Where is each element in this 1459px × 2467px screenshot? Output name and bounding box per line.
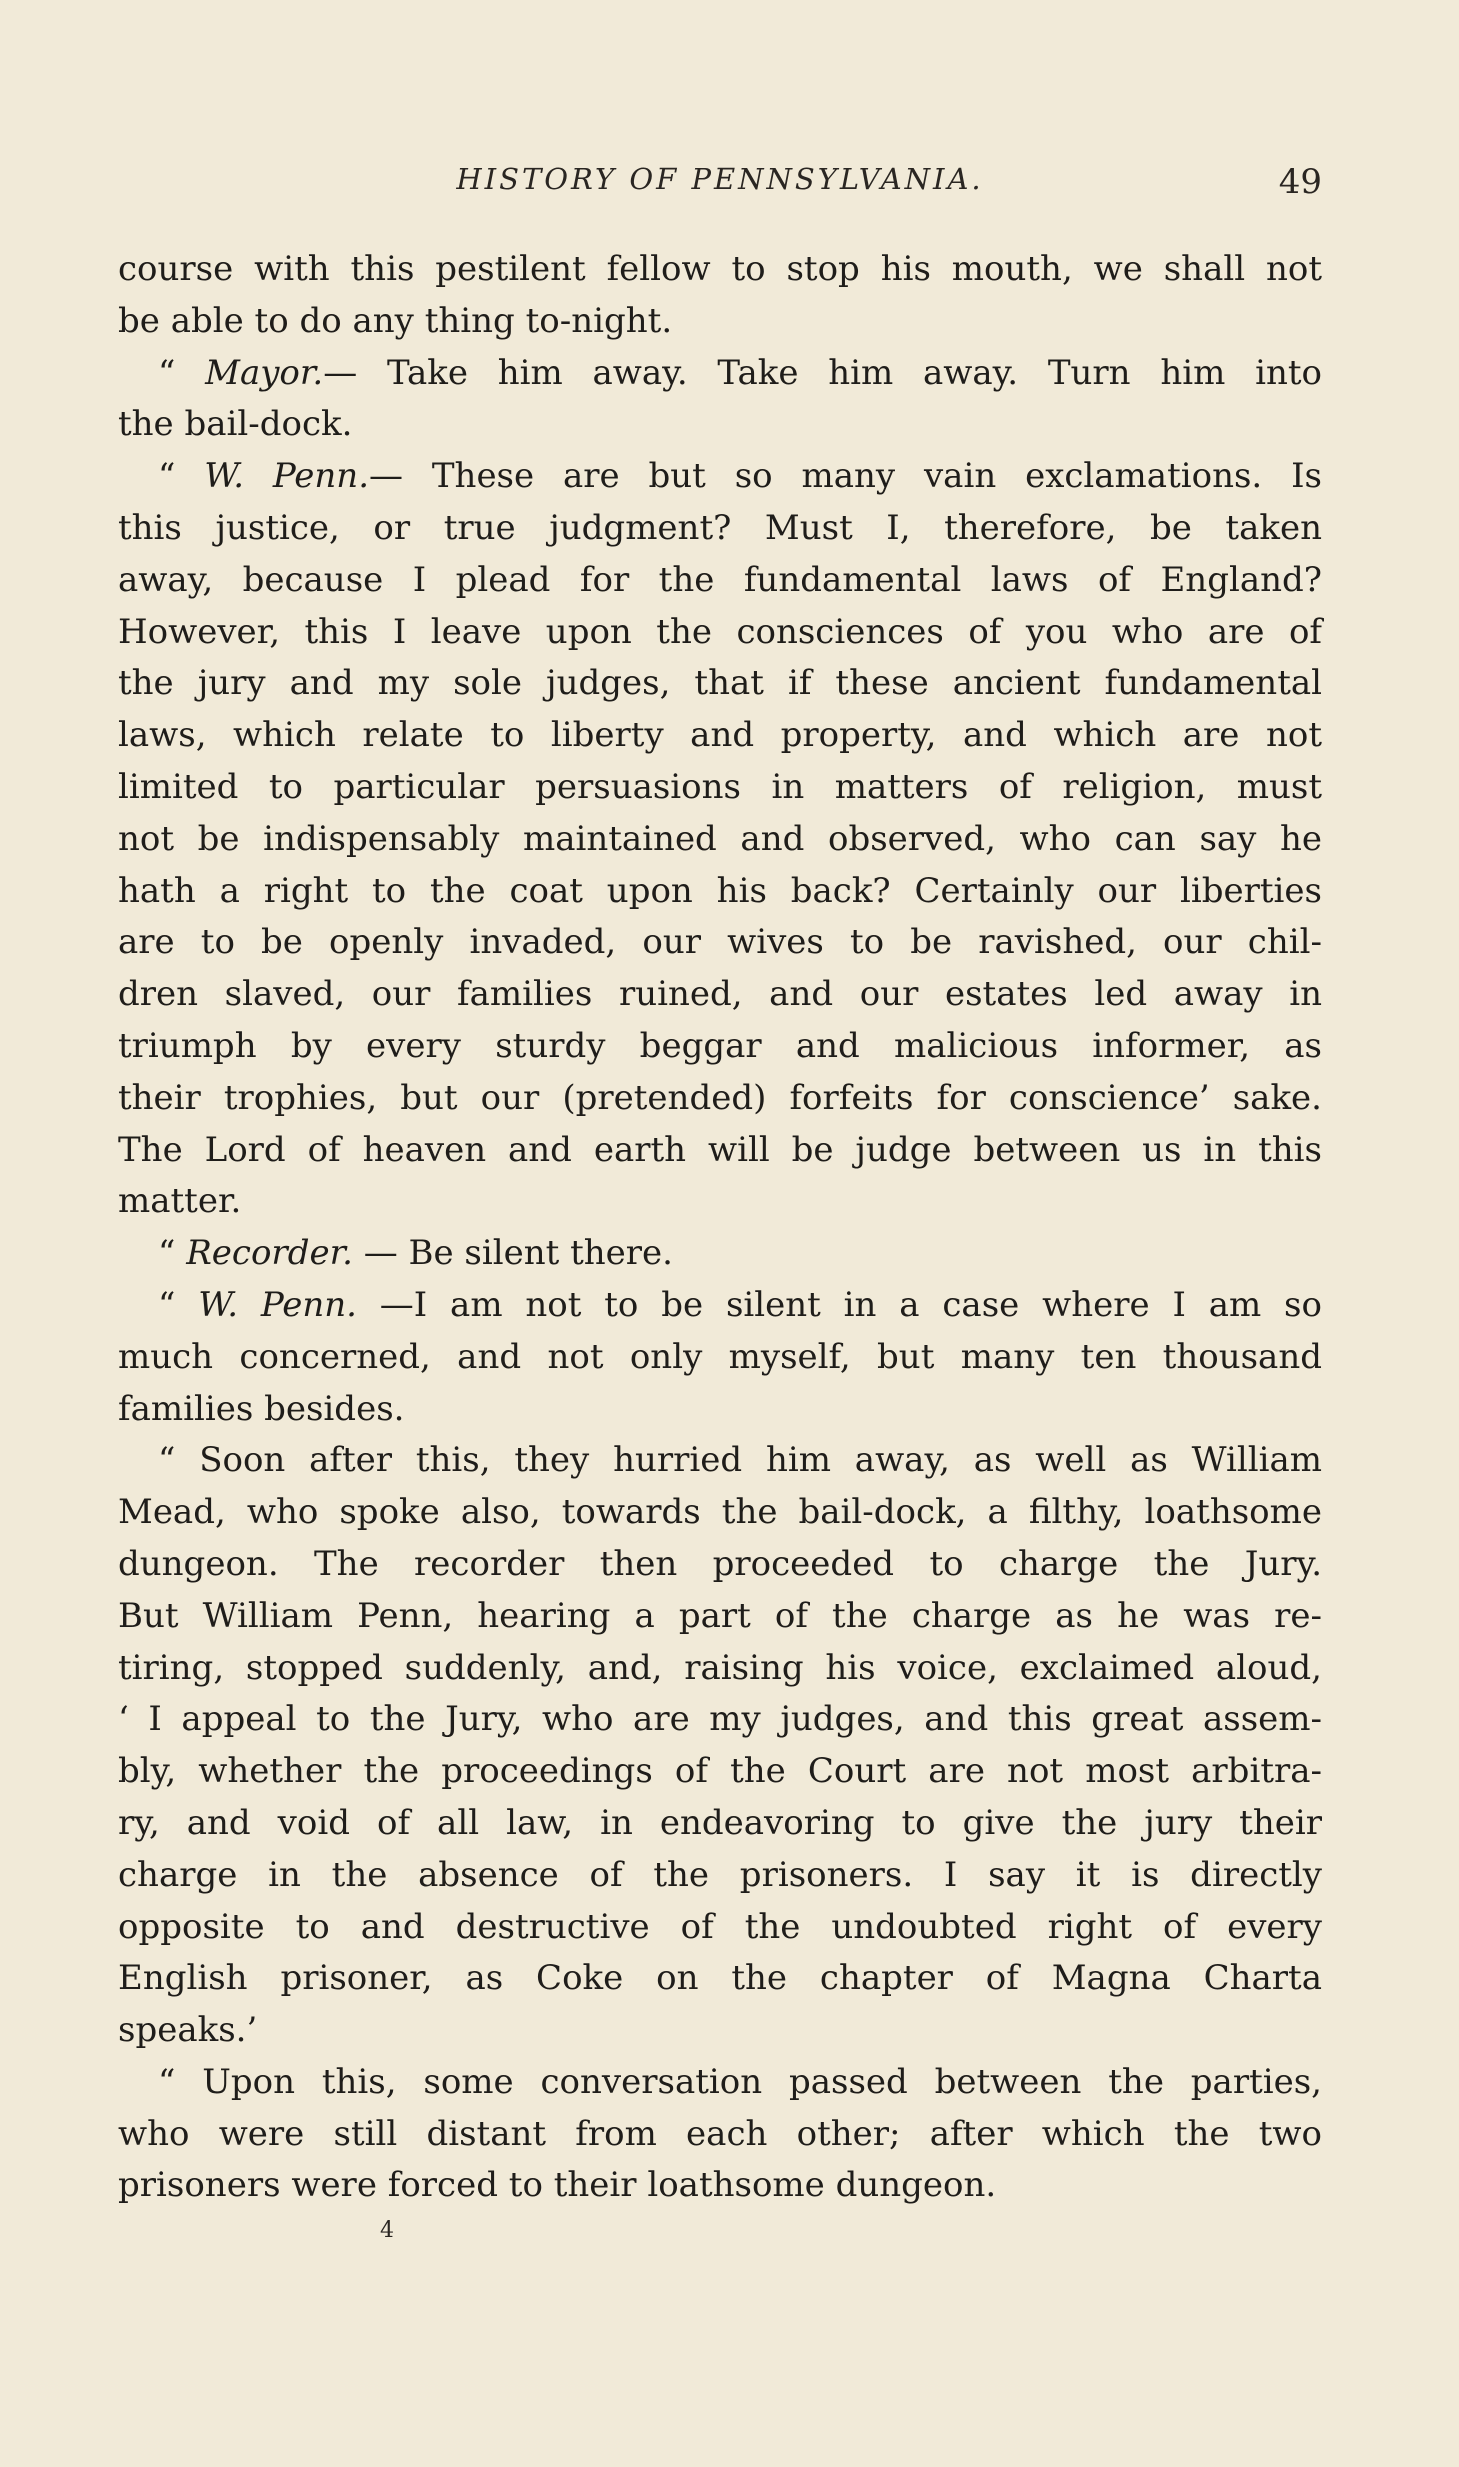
text-line	[118, 1435, 1322, 1487]
signature-mark: 4	[380, 2218, 394, 2243]
text-line	[118, 399, 1322, 451]
text-line	[118, 1176, 1322, 1228]
text-line	[118, 658, 1322, 710]
text-line	[118, 1384, 1322, 1436]
line-text: be able to do any thing to-night.	[118, 300, 673, 341]
text-line	[118, 1591, 1322, 1643]
line-text: families besides.	[118, 1388, 405, 1429]
open-quote: “	[158, 352, 206, 393]
page-number: 49	[1278, 162, 1322, 202]
line-text: triumph by every sturdy beggar and malicious informer, as	[118, 1025, 1322, 1066]
open-quote: “	[158, 456, 205, 497]
line-text: course with this pestilent fellow to stop his mouth, we shall not	[118, 249, 1322, 289]
line-text: “ Soon after this, they hurried him away, as well as William	[158, 1440, 1322, 1481]
line-text: dungeon. The recorder then proceeded to charge the Jury.	[118, 1543, 1322, 1584]
line-text: who were still distant from each other; after which the two	[118, 2113, 1322, 2154]
line-text: matter.	[118, 1181, 242, 1222]
body-text	[118, 244, 1322, 2212]
line-text: Mead, who spoke also, towards the bail-dock, a filthy, loathsome	[118, 1492, 1322, 1533]
speaker-name: W. Penn.	[198, 1284, 357, 1325]
text-line	[118, 1643, 1322, 1695]
line-text: ‘ I appeal to the Jury, who are my judges, and this great assem-	[118, 1699, 1322, 1740]
line-text: But William Penn, hearing a part of the charge as he was re-	[118, 1595, 1322, 1636]
speaker-name: Mayor.	[205, 352, 324, 393]
line-text: their trophies, but our (pretended) forfeits for conscience’ sake.	[118, 1077, 1322, 1118]
line-text: this justice, or true judgment? Must I, therefore, be taken	[118, 507, 1322, 548]
text-line	[118, 451, 1322, 503]
text-line	[118, 710, 1322, 762]
text-line	[118, 1125, 1322, 1177]
line-text: are to be openly invaded, our wives to be ravished, our chil-	[118, 922, 1322, 963]
text-line	[118, 1746, 1322, 1798]
text-line	[118, 296, 1322, 348]
text-line	[118, 2005, 1322, 2057]
line-text: hath a right to the coat upon his back? Certainly our liberties	[118, 870, 1322, 911]
text-line	[118, 1694, 1322, 1746]
open-quote: “	[158, 1284, 199, 1325]
text-line	[118, 1902, 1322, 1954]
line-text: limited to particular persuasions in matters of religion, must	[118, 766, 1322, 807]
line-text: prisoners were forced to their loathsome dungeon.	[118, 2165, 997, 2206]
line-text: much concerned, and not only myself, but many ten thousand	[118, 1336, 1322, 1377]
text-line	[118, 1953, 1322, 2005]
line-text: dren slaved, our families ruined, and our estates led away in	[118, 974, 1322, 1015]
line-text: away, because I plead for the fundamental laws of England?	[118, 559, 1322, 600]
line-text: not be indispensably maintained and observed, who can say he	[118, 818, 1322, 859]
text-line	[118, 917, 1322, 969]
text-line	[118, 1073, 1322, 1125]
line-text: the jury and my sole judges, that if these ancient fundamental	[118, 663, 1322, 704]
text-line	[118, 348, 1322, 400]
text-line	[118, 244, 1322, 296]
text-line	[118, 2057, 1322, 2109]
text-line	[118, 866, 1322, 918]
line-text: “ Upon this, some conversation passed between the parties,	[158, 2061, 1322, 2102]
line-text: —I am not to be silent in a case where I am so	[356, 1284, 1322, 1325]
text-line	[118, 2160, 1322, 2212]
running-head: HISTORY OF PENNSYLVANIA.	[456, 162, 984, 196]
text-line	[118, 1850, 1322, 1902]
page-header	[118, 162, 1322, 212]
text-line	[118, 1332, 1322, 1384]
line-text: English prisoner, as Coke on the chapter of Magna Charta	[118, 1958, 1322, 1999]
text-line	[118, 555, 1322, 607]
line-text: the bail-dock.	[118, 404, 353, 445]
text-line	[118, 1021, 1322, 1073]
line-text: speaks.’	[118, 2010, 258, 2051]
line-text: opposite to and destructive of the undoubted right of every	[118, 1906, 1322, 1947]
line-text: — These are but so many vain exclamations. Is	[369, 456, 1322, 497]
line-text: — Take him away. Take him away. Turn him into	[323, 352, 1322, 393]
line-text: However, this I leave upon the consciences of you who are of	[118, 611, 1322, 652]
line-text: bly, whether the proceedings of the Court are not most arbitra-	[118, 1751, 1322, 1792]
open-quote: “	[158, 1233, 187, 1274]
text-line	[118, 1228, 1322, 1280]
text-line	[118, 762, 1322, 814]
text-line	[118, 2109, 1322, 2161]
line-text: — Be silent there.	[352, 1233, 673, 1274]
speaker-name: W. Penn.	[204, 456, 369, 497]
text-line	[118, 1539, 1322, 1591]
text-line	[118, 503, 1322, 555]
text-line	[118, 1798, 1322, 1850]
line-text: ry, and void of all law, in endeavoring to give the jury their	[118, 1802, 1322, 1843]
text-line	[118, 1280, 1322, 1332]
line-text: tiring, stopped suddenly, and, raising his voice, exclaimed aloud,	[118, 1647, 1322, 1688]
speaker-name: Recorder.	[186, 1233, 353, 1274]
text-line	[118, 814, 1322, 866]
text-line	[118, 969, 1322, 1021]
text-line	[118, 607, 1322, 659]
line-text: charge in the absence of the prisoners. I say it is directly	[118, 1854, 1322, 1895]
line-text: The Lord of heaven and earth will be judge between us in this	[118, 1129, 1322, 1170]
text-line	[118, 1487, 1322, 1539]
line-text: laws, which relate to liberty and property, and which are not	[118, 715, 1322, 756]
